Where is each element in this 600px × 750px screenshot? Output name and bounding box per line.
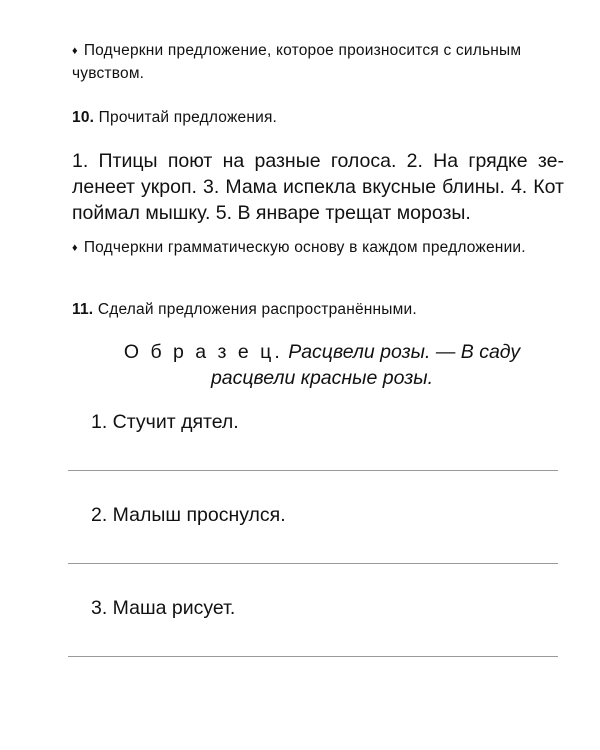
answer-line-2[interactable] (68, 563, 558, 564)
sentence-item-3: 3. Маша рисует. (91, 597, 236, 619)
task-11-heading (72, 299, 562, 321)
diamond-bullet-icon: ♦ (72, 242, 78, 254)
sample-text: Расцвели розы. — В саду расцвели красные розы. (210, 341, 521, 389)
answer-line-1[interactable] (68, 470, 558, 471)
sample-example (90, 339, 554, 391)
sample-label: О б р а з е ц. (123, 341, 283, 363)
task-10-passage: 1. Птицы поют на разные голоса. 2. На грядке зеленеет укроп. 3. Мама испекла вкусные блины. 4. Кот поймал мышку. 5. В январе трещат морозы. (72, 150, 564, 224)
instruction-underline-grammar-basis (72, 237, 562, 260)
sentence-item-2: 2. Малыш проснулся. (91, 504, 286, 526)
sentence-item-1: 1. Стучит дятел. (91, 411, 239, 433)
task-number: 11. (72, 301, 94, 318)
diamond-bullet-icon: ♦ (72, 45, 78, 57)
task-number: 10. (72, 109, 95, 126)
instruction-text: Подчеркни предложение, которое произносится с сильным чувством. (72, 42, 522, 82)
instruction-text: Подчеркни грамматическую основу в каждом предложении. (83, 239, 526, 256)
task-title: Сделай предложения распространёнными. (97, 301, 417, 318)
task-title: Прочитай предложения. (98, 109, 278, 126)
task-10-heading (72, 107, 562, 129)
answer-line-3[interactable] (68, 656, 558, 657)
instruction-underline-exclamation (72, 40, 562, 85)
